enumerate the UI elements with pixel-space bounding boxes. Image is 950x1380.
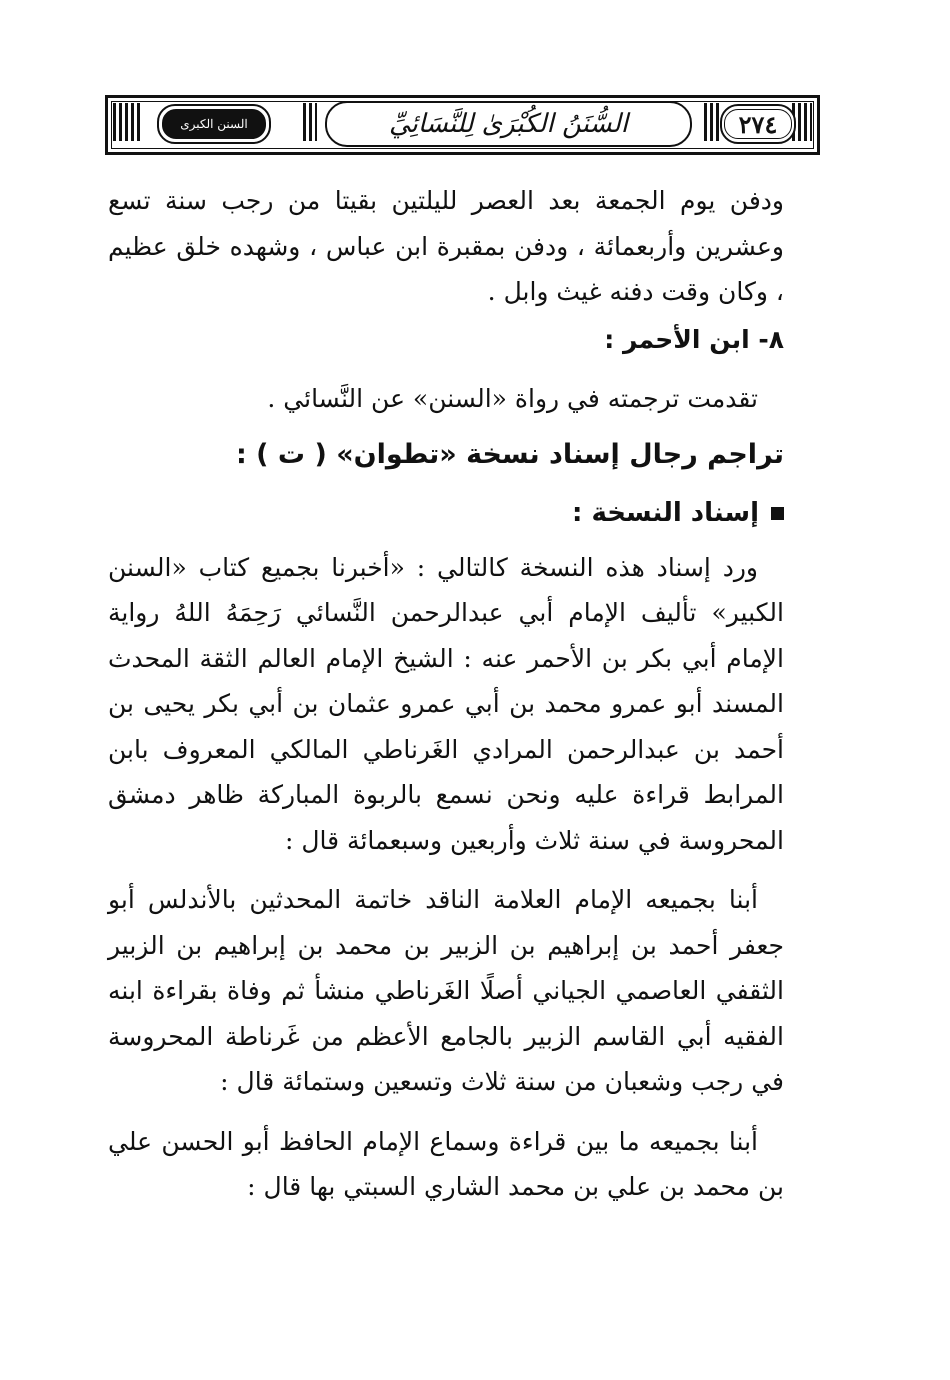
paragraph: أبنا بجميعه الإمام العلامة الناقد خاتمة المحدثين بالأندلس أبو جعفر أحمد بن إبراهيم بن الزبير بن محمد بن إبراهيم بن الزبير الثقفي العاصمي الجياني أصلًا الغَرناطي منشأ ثم وفاة بقراءة ابنه الفقيه أبي القاسم الزبير بالجامع الأعظم من غَرناطة المحروسة في رجب وشعبان من سنة ثلاث وتسعين وستمائة قال :: [108, 885, 784, 1096]
section-heading: ٨- ابن الأحمر :: [604, 324, 784, 354]
ornament-band: [704, 103, 720, 141]
page-number: ٢٧٤: [738, 109, 778, 139]
square-bullet-icon: [771, 507, 784, 520]
emblem-text: السنن الكبرى: [162, 109, 265, 139]
subsection-heading: [108, 491, 784, 537]
page-header: [105, 95, 820, 155]
running-title: السُّنَنُ الكُبْرَىٰ لِلنَّسَائِيِّ: [389, 109, 628, 139]
paragraph: ورد إسناد هذه النسخة كالتالي : «أخبرنا بجميع كتاب «السنن الكبير» تأليف الإمام أبي عبدالرحمن النَّسائي رَحِمَهُ اللهُ رواية الإمام أبي بكر بن الأحمر عنه : الشيخ الإمام العالم الثقة المحدث المسند أبو عمرو محمد بن أبي عمرو عثمان بن أبي بكر يحيى بن أحمد بن عبدالرحمن المرادي الغَرناطي المالكي المعروف بابن المرابط قراءة عليه ونحن نسمع بالربوة المباركة ظاهر دمشق المحروسة في سنة ثلاث وأربعين وسبعمائة قال :: [108, 552, 784, 855]
title-cartouche: [325, 101, 692, 147]
chapter-heading: تراجم رجال إسناد نسخة «تطوان» ( ت ) :: [235, 438, 784, 470]
paragraph: ودفن يوم الجمعة بعد العصر لليلتين بقيتا من رجب سنة تسع وعشرين وأربعمائة ، ودفن بمقبرة ابن عباس ، وشهده خلق عظيم ، وكان وقت دفنه غيث وابل .: [108, 186, 784, 306]
paragraph: تقدمت ترجمته في رواة «السنن» عن النَّسائي .: [267, 384, 758, 413]
paragraph: أبنا بجميعه ما بين قراءة وسماع الإمام الحافظ أبو الحسن علي بن محمد بن علي بن محمد الشاري السبتي بها قال :: [108, 1126, 784, 1201]
subsection-heading-text: إسناد النسخة :: [572, 498, 759, 528]
page-body: [108, 178, 784, 1210]
page-number-medallion: [720, 104, 796, 144]
ornament-band: [303, 103, 317, 141]
book-emblem: [157, 104, 271, 144]
ornament-band: [113, 103, 141, 141]
